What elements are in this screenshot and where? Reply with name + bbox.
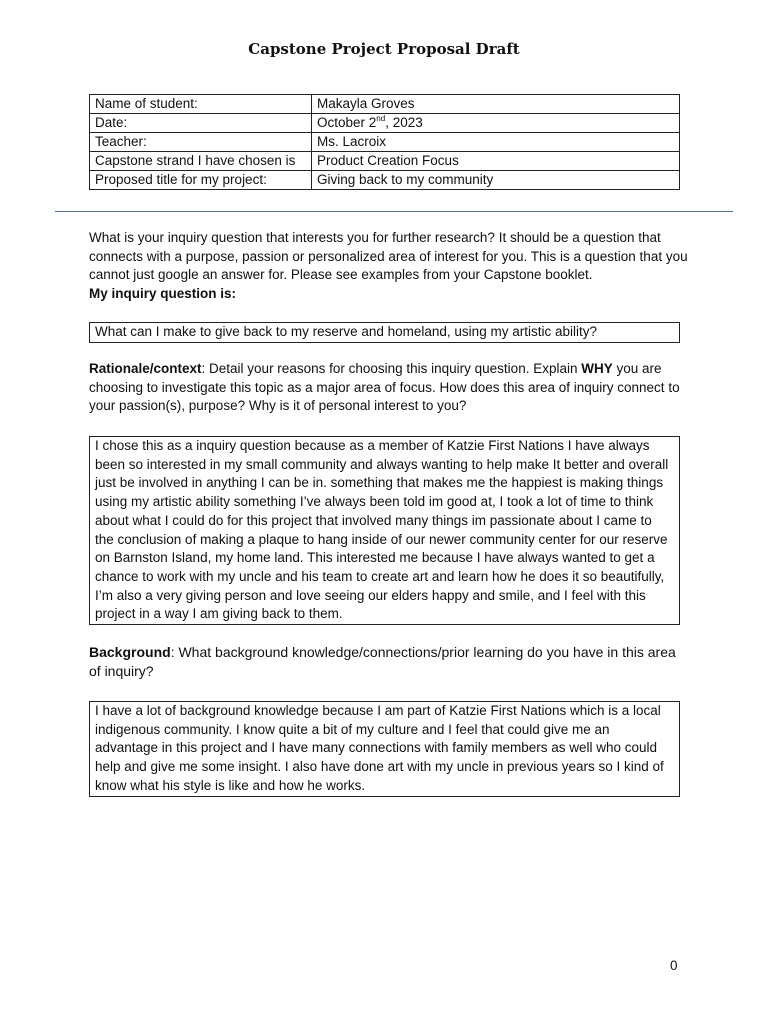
inquiry-heading: My inquiry question is: xyxy=(89,285,237,301)
table-row xyxy=(90,171,680,190)
rationale-heading: Rationale/context xyxy=(89,361,202,376)
page-number: 0 xyxy=(670,958,678,973)
table-row xyxy=(90,152,680,171)
rationale-prompt xyxy=(89,360,689,416)
date-value xyxy=(312,114,680,133)
name-value: Makayla Groves xyxy=(312,95,680,114)
strand-value: Product Creation Focus xyxy=(312,152,680,171)
date-main: October 2 xyxy=(317,115,377,130)
background-answer-box: I have a lot of background knowledge because I am part of Katzie First Nations which is a local indigenous community. I know quite a bit of my culture and I feel that could give me an advantage in this project and I have many connections with family members as well who could help and give me some insight. I also have done art with my uncle in previous years so I kind of know what his style is like and how he works. xyxy=(89,701,680,797)
rationale-prompt-part1: : Detail your reasons for choosing this inquiry question. Explain xyxy=(201,361,582,376)
background-prompt-text: : What background knowledge/connections/prior learning do you have in this area of inquiry? xyxy=(89,644,676,679)
section-divider xyxy=(55,211,733,212)
strand-label: Capstone strand I have chosen is xyxy=(90,152,312,171)
project-title-label: Proposed title for my project: xyxy=(90,171,312,190)
rationale-why: WHY xyxy=(581,361,613,376)
date-ordinal: nd xyxy=(376,113,386,123)
inquiry-answer-box: What can I make to give back to my reserve and homeland, using my artistic ability? xyxy=(89,322,680,343)
teacher-label: Teacher: xyxy=(90,133,312,152)
table-row xyxy=(90,95,680,114)
student-info-table xyxy=(89,94,680,190)
table-row xyxy=(90,133,680,152)
name-label: Name of student: xyxy=(90,95,312,114)
inquiry-section xyxy=(89,229,689,303)
document-title: Capstone Project Proposal Draft xyxy=(248,40,520,58)
background-prompt xyxy=(89,643,689,680)
teacher-value: Ms. Lacroix xyxy=(312,133,680,152)
date-year: , 2023 xyxy=(385,115,423,130)
inquiry-prompt: What is your inquiry question that interests you for further research? It should be a question that connects with a purpose, passion or personalized area of interest for you. This is a question that you cannot just google an answer for. Please see examples from your Capstone booklet. xyxy=(89,230,688,282)
rationale-answer-box: I chose this as a inquiry question because as a member of Katzie First Nations I have always been so interested in my small community and always wanting to help make It better and overall just be involved in anything I can be in. something that makes me the happiest is making things using my artistic ability something I’ve always been told im good at, I took a lot of time to think about what I could do for this project that involved many things im passionate about I came to the conclusion of making a plaque to hang inside of our newer community center for our reserve on Barnston Island, my home land. This interested me because I have always wanted to get a chance to work with my uncle and his team to create art and learn how he does it so beautifully, I’m also a very giving person and love seeing our elders happy and smile, and I feel with this project in a way I am giving back to them. xyxy=(89,436,680,625)
rationale-prompt-part2: you are choosing to investigate this topic as a major area of focus. How does this area of inquiry connect to your passion(s), purpose? Why is it of personal interest to you? xyxy=(89,361,680,413)
table-row xyxy=(90,114,680,133)
date-label: Date: xyxy=(90,114,312,133)
project-title-value: Giving back to my community xyxy=(312,171,680,190)
background-heading: Background xyxy=(89,644,171,660)
